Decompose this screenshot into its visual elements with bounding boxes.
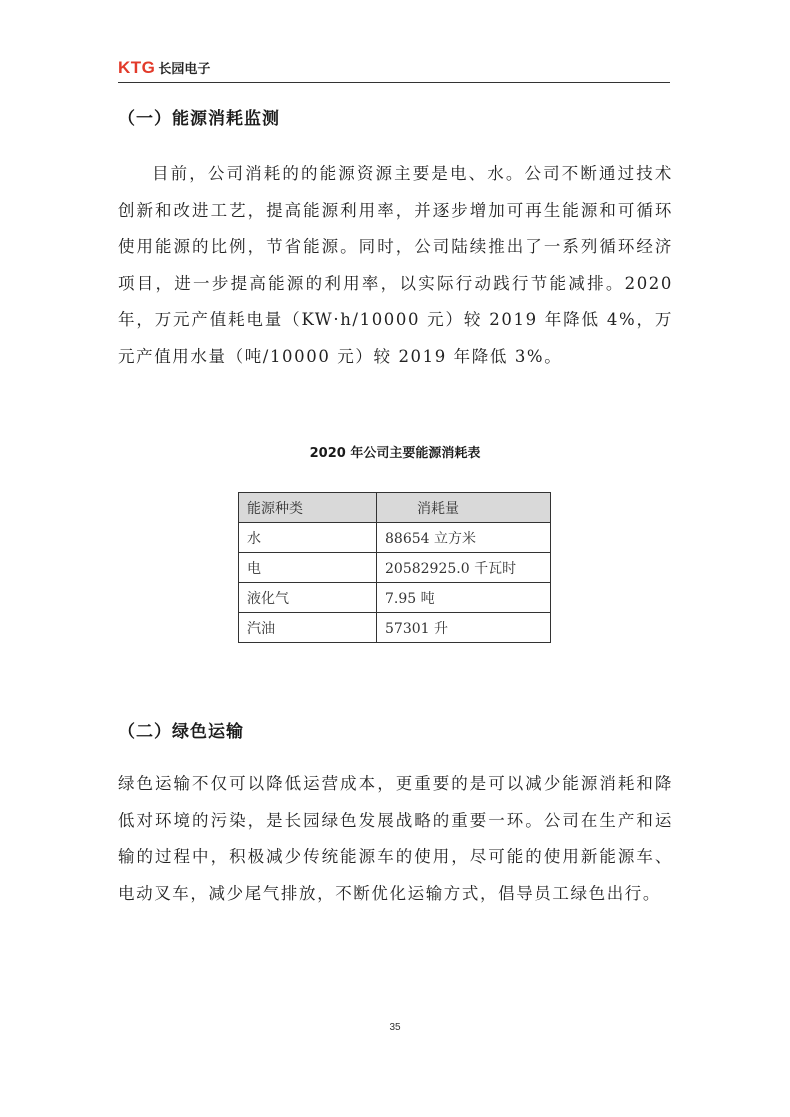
consumption-cell: 88654 立方米 xyxy=(377,523,551,553)
consumption-cell: 57301 升 xyxy=(377,613,551,643)
page-number: 35 xyxy=(389,1022,401,1033)
energy-type-cell: 电 xyxy=(239,553,377,583)
column-header-consumption: 消耗量 xyxy=(377,493,551,523)
section-2-paragraph: 绿色运输不仅可以降低运营成本，更重要的是可以减少能源消耗和降低对环境的污染，是长园绿色发展战略的重要一环。公司在生产和运输的过程中，积极减少传统能源车的使用，尽可能的使用新能源车、电动叉车，减少尾气排放，不断优化运输方式，倡导员工绿色出行。 xyxy=(118,774,673,903)
section-2-title: （二）绿色运输 xyxy=(118,722,244,742)
header-divider xyxy=(118,82,670,83)
column-header-energy-type: 能源种类 xyxy=(239,493,377,523)
energy-consumption-table xyxy=(238,492,551,643)
table-caption: 2020 年公司主要能源消耗表 xyxy=(309,446,481,461)
consumption-cell: 7.95 吨 xyxy=(377,583,551,613)
energy-type-cell: 水 xyxy=(239,523,377,553)
page-header xyxy=(118,58,670,80)
table-header-row xyxy=(239,493,551,523)
section-1-paragraph: 目前，公司消耗的的能源资源主要是电、水。公司不断通过技术创新和改进工艺，提高能源利用率，并逐步增加可再生能源和可循环使用能源的比例，节省能源。同时，公司陆续推出了一系列循环经济项目，进一步提高能源的利用率，以实际行动践行节能减排。2020年，万元产值耗电量（KW·h/10000 元）较 2019 年降低 4%，万元产值用水量（吨/10000 元）较 2019 年降低 3%。 xyxy=(118,164,673,366)
logo-mark: KTG xyxy=(118,58,156,77)
table-row xyxy=(239,583,551,613)
energy-type-cell: 液化气 xyxy=(239,583,377,613)
table-row xyxy=(239,613,551,643)
section-1-title: （一）能源消耗监测 xyxy=(118,109,280,129)
energy-type-cell: 汽油 xyxy=(239,613,377,643)
consumption-cell: 20582925.0 千瓦时 xyxy=(377,553,551,583)
logo-company-name: 长园电子 xyxy=(158,62,211,77)
table-row xyxy=(239,523,551,553)
company-logo xyxy=(118,58,210,78)
table-row xyxy=(239,553,551,583)
